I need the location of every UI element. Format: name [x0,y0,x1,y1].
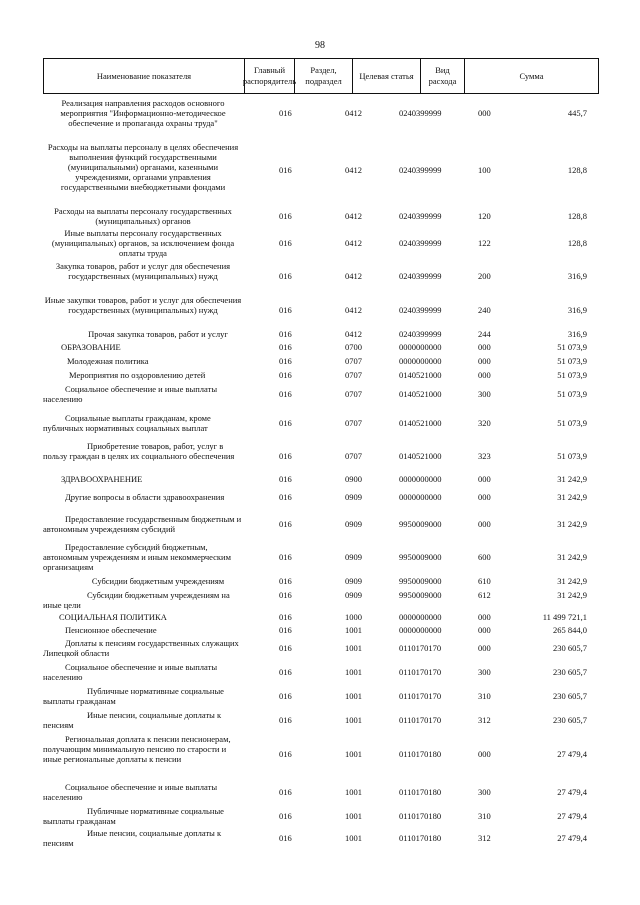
row-section: 0909 [345,552,362,562]
table-row [43,228,599,258]
row-expense-type: 000 [478,370,491,380]
row-sum: 445,7 [567,108,587,118]
row-sum: 31 242,9 [557,519,587,529]
row-target: 0000000000 [399,492,442,502]
row-manager: 016 [279,211,292,221]
row-section: 0707 [345,356,362,366]
row-target: 0240399999 [399,108,442,118]
row-sum: 31 242,9 [557,590,587,600]
row-manager: 016 [279,643,292,653]
row-name: Публичные нормативные социальные выплаты гражданам [43,686,224,706]
row-name: Социальное обеспечение и иные выплаты населению [43,384,218,404]
row-target: 0110170180 [399,749,442,759]
row-sum: 230 605,7 [553,667,587,677]
table-row [43,413,599,434]
row-manager: 016 [279,329,292,339]
row-target: 0240399999 [399,238,442,248]
row-sum: 230 605,7 [553,643,587,653]
page-number: 98 [315,40,325,51]
table-row [43,638,599,659]
row-expense-type: 100 [478,165,491,175]
column-header-expense-type: Вид расхода [420,59,464,93]
table-row [43,142,599,196]
row-manager: 016 [279,108,292,118]
table-row [43,590,599,611]
row-name: СОЦИАЛЬНАЯ ПОЛИТИКА [59,612,167,622]
table-row [43,329,599,340]
table-row [43,625,599,636]
row-name: Региональная доплата к пенсии пенсионерам, получающим минимальную пенсию по старости и иные региональные доплаты к пенсии [43,734,231,764]
row-section: 0900 [345,474,362,484]
row-section: 1000 [345,612,362,622]
row-expense-type: 000 [478,643,491,653]
row-section: 0412 [345,238,362,248]
row-target: 0110170180 [399,833,442,843]
column-header-sum: Сумма [464,59,598,93]
row-sum: 316,9 [567,329,587,339]
table-row [43,441,599,472]
row-manager: 016 [279,715,292,725]
row-target: 9950009000 [399,576,442,586]
row-name: Публичные нормативные социальные выплаты гражданам [43,806,224,826]
column-header-section: Раздел, подраздел [294,59,352,93]
row-expense-type: 000 [478,625,491,635]
row-name: Социальное обеспечение и иные выплаты населению [43,782,218,802]
row-target: 0000000000 [399,474,442,484]
row-manager: 016 [279,612,292,622]
row-sum: 51 073,9 [557,356,587,366]
table-row [43,295,599,325]
row-section: 1001 [345,749,362,759]
row-expense-type: 300 [478,389,491,399]
table-row [43,492,599,503]
table-row [43,662,599,683]
row-manager: 016 [279,305,292,315]
row-target: 0240399999 [399,271,442,281]
table-row [43,474,599,485]
row-expense-type: 323 [478,451,491,461]
row-sum: 27 479,4 [557,833,587,843]
row-manager: 016 [279,474,292,484]
row-manager: 016 [279,492,292,502]
row-target: 0140521000 [399,418,442,428]
row-section: 0412 [345,271,362,281]
row-section: 0707 [345,451,362,461]
row-expense-type: 312 [478,833,491,843]
row-expense-type: 600 [478,552,491,562]
table-row [43,806,599,827]
row-sum: 27 479,4 [557,811,587,821]
row-manager: 016 [279,519,292,529]
row-expense-type: 612 [478,590,491,600]
row-name: Пенсионное обеспечение [65,625,157,635]
table-row [43,542,599,573]
table-row [43,342,599,353]
row-sum: 51 073,9 [557,389,587,399]
row-sum: 128,8 [567,165,587,175]
row-sum: 31 242,9 [557,474,587,484]
row-section: 0412 [345,108,362,118]
row-sum: 265 844,0 [553,625,587,635]
table-row [43,206,599,226]
row-sum: 128,8 [567,211,587,221]
row-name: Социальные выплаты гражданам, кроме публичных нормативных социальных выплат [43,413,211,433]
row-manager: 016 [279,165,292,175]
row-target: 0000000000 [399,356,442,366]
row-manager: 016 [279,356,292,366]
row-expense-type: 000 [478,492,491,502]
row-name: Субсидии бюджетным учреждениям на иные цели [43,590,230,610]
row-name: ЗДРАВООХРАНЕНИЕ [61,474,143,484]
row-name: Расходы на выплаты персоналу в целях обеспечения выполнения функций государственными (муниципальными) органами, казенными учреждениями, органами управления государственными внебюджетными фондами [47,142,239,192]
table-row [43,828,599,849]
row-expense-type: 000 [478,519,491,529]
row-section: 1001 [345,833,362,843]
row-target: 0240399999 [399,329,442,339]
row-target: 0000000000 [399,625,442,635]
row-manager: 016 [279,833,292,843]
row-manager: 016 [279,691,292,701]
row-manager: 016 [279,787,292,797]
row-target: 0110170180 [399,787,442,797]
row-section: 0707 [345,389,362,399]
row-section: 0909 [345,576,362,586]
row-section: 1001 [345,715,362,725]
table-row [43,356,599,367]
row-name: Реализация направления расходов основного мероприятия "Информационно-методическое обеспечение и пропаганда охраны труда" [60,98,226,128]
row-name: Молодежная политика [67,356,149,366]
row-target: 0110170170 [399,691,442,701]
row-target: 0110170170 [399,643,442,653]
table-row [43,370,599,381]
row-target: 0240399999 [399,211,442,221]
column-header-manager: Главный распорядитель [244,59,294,93]
row-manager: 016 [279,451,292,461]
row-target: 0000000000 [399,342,442,352]
row-name: Закупка товаров, работ и услуг для обеспечения государственных (муниципальных) нужд [55,261,231,281]
row-target: 0140521000 [399,451,442,461]
row-expense-type: 610 [478,576,491,586]
row-section: 0412 [345,305,362,315]
row-name: Расходы на выплаты персоналу государственных (муниципальных) органов [54,206,232,226]
row-section: 0412 [345,165,362,175]
row-manager: 016 [279,576,292,586]
row-section: 0707 [345,418,362,428]
row-section: 1001 [345,691,362,701]
row-sum: 31 242,9 [557,492,587,502]
table-row [43,782,599,803]
table-header [43,58,599,94]
row-expense-type: 000 [478,342,491,352]
row-sum: 230 605,7 [553,715,587,725]
row-expense-type: 310 [478,811,491,821]
row-name: Мероприятия по оздоровлению детей [69,370,206,380]
row-target: 0000000000 [399,612,442,622]
row-expense-type: 000 [478,474,491,484]
row-sum: 128,8 [567,238,587,248]
row-manager: 016 [279,389,292,399]
row-target: 9950009000 [399,552,442,562]
table-row [43,576,599,587]
table-row [43,261,599,291]
row-expense-type: 240 [478,305,491,315]
row-name: Субсидии бюджетным учреждениям [91,576,225,586]
row-expense-type: 000 [478,356,491,366]
row-sum: 316,9 [567,305,587,315]
row-target: 0240399999 [399,165,442,175]
row-sum: 11 499 721,1 [542,612,587,622]
row-target: 0110170180 [399,811,442,821]
row-section: 0700 [345,342,362,352]
row-section: 0707 [345,370,362,380]
row-expense-type: 310 [478,691,491,701]
row-manager: 016 [279,370,292,380]
row-section: 1001 [345,811,362,821]
row-sum: 51 073,9 [557,451,587,461]
row-sum: 230 605,7 [553,691,587,701]
row-expense-type: 300 [478,667,491,677]
row-target: 0140521000 [399,370,442,380]
row-name: Доплаты к пенсиям государственных служащих Липецкой области [43,638,239,658]
row-sum: 51 073,9 [557,342,587,352]
table-row [43,710,599,731]
row-name: Иные выплаты персоналу государственных (муниципальных) органов, за исключением фонда оплаты труда [51,228,235,258]
row-expense-type: 312 [478,715,491,725]
row-name: Иные пенсии, социальные доплаты к пенсиям [43,710,222,730]
row-sum: 27 479,4 [557,787,587,797]
row-name: Прочая закупка товаров, работ и услуг [88,329,228,339]
row-name: Предоставление государственным бюджетным и автономным учреждениям субсидий [43,514,242,534]
row-expense-type: 200 [478,271,491,281]
row-name: Другие вопросы в области здравоохранения [65,492,225,502]
row-name: Иные пенсии, социальные доплаты к пенсиям [43,828,222,848]
row-manager: 016 [279,590,292,600]
row-section: 0909 [345,492,362,502]
row-expense-type: 000 [478,612,491,622]
row-name: Предоставление субсидий бюджетным, автономным учреждениям и иным некоммерческим организациям [43,542,231,572]
table-row [43,612,599,623]
row-expense-type: 000 [478,749,491,759]
column-header-name: Наименование показателя [96,70,192,81]
row-section: 0412 [345,329,362,339]
row-expense-type: 244 [478,329,491,339]
row-target: 0110170170 [399,667,442,677]
table-row [43,384,599,405]
table-row [43,514,599,535]
row-manager: 016 [279,271,292,281]
row-target: 9950009000 [399,519,442,529]
row-manager: 016 [279,238,292,248]
row-manager: 016 [279,552,292,562]
row-sum: 31 242,9 [557,576,587,586]
row-section: 1001 [345,667,362,677]
row-target: 0110170170 [399,715,442,725]
row-expense-type: 300 [478,787,491,797]
row-sum: 31 242,9 [557,552,587,562]
row-target: 9950009000 [399,590,442,600]
row-manager: 016 [279,667,292,677]
row-expense-type: 320 [478,418,491,428]
row-name: ОБРАЗОВАНИЕ [61,342,121,352]
row-manager: 016 [279,342,292,352]
row-section: 0909 [345,590,362,600]
column-header-target: Целевая статья [352,59,420,93]
row-expense-type: 120 [478,211,491,221]
row-expense-type: 000 [478,108,491,118]
row-section: 0412 [345,211,362,221]
row-sum: 51 073,9 [557,370,587,380]
row-section: 1001 [345,625,362,635]
row-target: 0240399999 [399,305,442,315]
row-sum: 51 073,9 [557,418,587,428]
row-target: 0140521000 [399,389,442,399]
table-row [43,734,599,775]
row-expense-type: 122 [478,238,491,248]
row-manager: 016 [279,625,292,635]
row-manager: 016 [279,811,292,821]
row-section: 1001 [345,643,362,653]
row-manager: 016 [279,418,292,428]
row-section: 0909 [345,519,362,529]
table-row [43,98,599,128]
row-sum: 27 479,4 [557,749,587,759]
row-sum: 316,9 [567,271,587,281]
row-name: Приобретение товаров, работ, услуг в пользу граждан в целях их социального обеспечения [43,441,235,461]
table-row [43,686,599,707]
row-manager: 016 [279,749,292,759]
row-section: 1001 [345,787,362,797]
row-name: Социальное обеспечение и иные выплаты населению [43,662,218,682]
row-name: Иные закупки товаров, работ и услуг для обеспечения государственных (муниципальных) нужд [44,295,242,315]
